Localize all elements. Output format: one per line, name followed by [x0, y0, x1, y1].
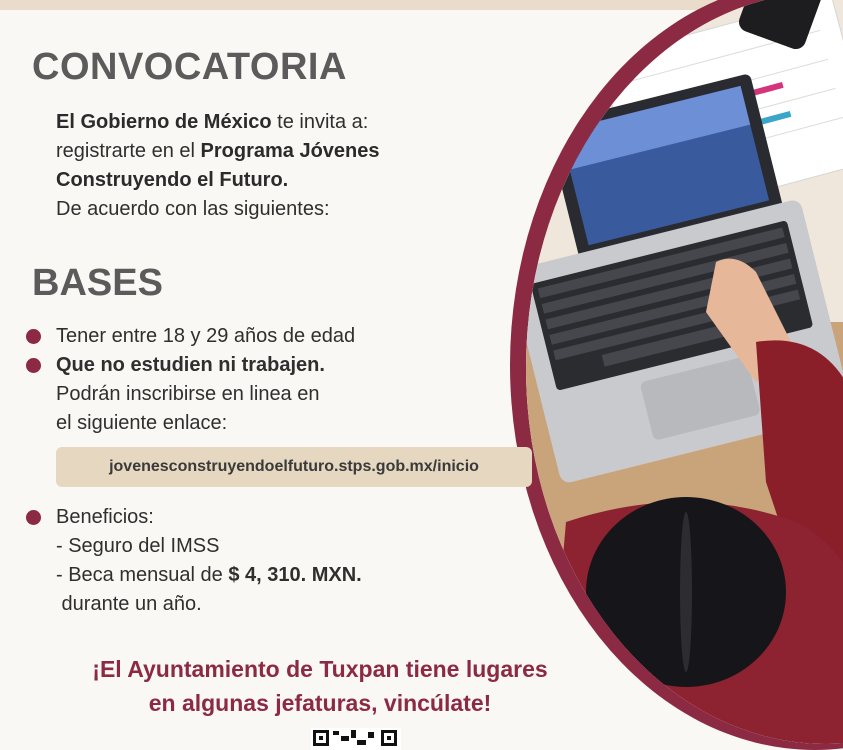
intro-org: El Gobierno de México [56, 111, 272, 133]
register-line-a: Podrán inscribirse en linea en [56, 383, 320, 405]
requirement-condition-text: Que no estudien ni trabajen. [56, 354, 325, 376]
registration-link[interactable]: jovenesconstruyendoelfuturo.stps.gob.mx/inicio [56, 447, 532, 487]
benefit-beca-pre: - Beca mensual de [56, 564, 229, 586]
bullet-icon [26, 510, 41, 525]
requirement-age [56, 322, 355, 351]
laptop-photo [526, 0, 843, 744]
benefits [56, 503, 476, 619]
call-to-action [20, 652, 620, 720]
cta-line-2: en algunas jefaturas, vincúlate! [148, 690, 492, 716]
benefit-beca [56, 561, 476, 590]
intro-program-a: Programa Jóvenes [200, 140, 380, 162]
register-line-b: el siguiente enlace: [56, 412, 228, 434]
bullet-icon [26, 358, 41, 373]
requirement-age-text: Tener entre 18 y 29 años de edad [56, 325, 356, 347]
intro-line2-pre: registrarte en el [56, 140, 201, 162]
bullet-icon [26, 329, 41, 344]
benefit-beca-duration: durante un año. [56, 593, 202, 615]
cta-line-1: ¡El Ayuntamiento de Tuxpan tiene lugares [92, 656, 548, 682]
intro-line-3 [56, 166, 486, 195]
requirement-condition [56, 351, 476, 438]
benefits-label: Beneficios: [56, 506, 154, 528]
benefit-beca-amount: $ 4, 310. MXN. [228, 564, 362, 586]
laptop-photo-illustration [526, 0, 843, 744]
page-title: CONVOCATORIA [32, 46, 347, 88]
intro-program-b: Construyendo el Futuro. [56, 169, 289, 191]
qr-code-icon[interactable] [311, 728, 401, 750]
intro-line-2 [56, 137, 486, 166]
intro-text [56, 108, 486, 224]
intro-line-1 [56, 108, 486, 137]
intro-invite: te invita a: [271, 111, 369, 133]
bases-heading: BASES [32, 262, 163, 304]
benefit-imss: - Seguro del IMSS [56, 535, 220, 557]
intro-line-4: De acuerdo con las siguientes: [56, 198, 330, 220]
